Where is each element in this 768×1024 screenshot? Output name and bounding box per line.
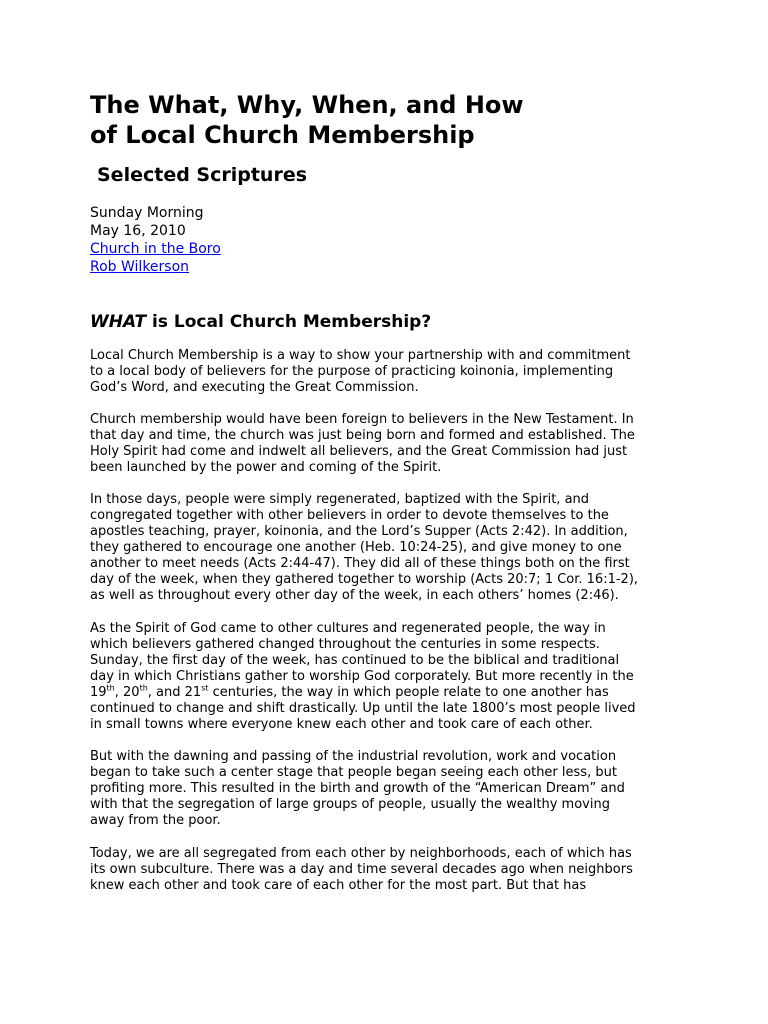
paragraph-3 [90,492,686,604]
paragraph-line: that day and time, the church was just being born and formed and established. The [90,428,635,443]
paragraph-line: Sunday, the first day of the week, has continued to be the biblical and traditional [90,653,620,668]
title-line-1: The What, Why, When, and How [90,91,524,119]
paragraph-5 [90,749,686,829]
paragraph-line: As the Spirit of God came to other cultures and regenerated people, the way in [90,621,606,636]
document-title [90,90,730,150]
paragraph-line: away from the poor. [90,813,221,828]
paragraph-line: Holy Spirit had come and indwelt all believers, and the Great Commission had just [90,444,628,459]
paragraph-line: to a local body of believers for the purpose of practicing koinonia, implementing [90,364,614,379]
paragraph-line: God’s Word, and executing the Great Commission. [90,380,419,395]
paragraph-2 [90,412,686,476]
paragraph-line: been launched by the power and coming of the Spirit. [90,460,442,475]
paragraph-line: apostles teaching, prayer, koinonia, and the Lord’s Supper (Acts 2:42). In addition, [90,524,628,539]
title-line-2: of Local Church Membership [90,121,475,149]
service-time: Sunday Morning [90,205,204,221]
paragraph-line: began to take such a center stage that people began seeing each other less, but [90,765,617,780]
paragraph-line: Church membership would have been foreign to believers in the New Testament. In [90,412,634,427]
sermon-meta [90,204,221,276]
paragraph-line: day in which Christians gather to worship God corporately. But more recently in the [90,669,634,684]
author-link[interactable]: Rob Wilkerson [90,259,190,275]
paragraph-line: Local Church Membership is a way to show your partnership with and commitment [90,348,631,363]
paragraph-line: knew each other and took care of each other for the most part. But that has [90,878,587,893]
paragraph-4 [90,621,686,733]
section-heading [90,311,431,333]
paragraph-line: In those days, people were simply regenerated, baptized with the Spirit, and [90,492,590,507]
paragraph-line: continued to change and shift drastically. Up until the late 1800’s most people lived [90,701,636,716]
paragraph-line: profiting more. This resulted in the birth and growth of the “American Dream” and [90,781,625,796]
paragraph-line: as well as throughout every other day of the week, in each others’ homes (2:46). [90,588,619,603]
paragraph-line: congregated together with other believers in order to devote themselves to the [90,508,609,523]
sermon-date: May 16, 2010 [90,223,186,239]
paragraph-line: in small towns where everyone knew each other and took care of each other. [90,717,593,732]
paragraph-line: with that the segregation of large groups of people, usually the wealthy moving [90,797,610,812]
paragraph-line: another to meet needs (Acts 2:44-47). They did all of these things both on the first [90,556,630,571]
church-link[interactable]: Church in the Boro [90,241,221,257]
section-heading-rest: is Local Church Membership? [146,312,432,332]
paragraph-6 [90,846,686,894]
centuries-line: 19th, 20th, and 21st centuries, the way in which people relate to one another has [90,683,609,700]
paragraph-line: they gathered to encourage one another (Heb. 10:24-25), and give money to one [90,540,622,555]
paragraph-line: Today, we are all segregated from each other by neighborhoods, each of which has [90,846,632,861]
document-subtitle: Selected Scriptures [97,164,308,186]
paragraph-1 [90,348,686,396]
paragraph-line: But with the dawning and passing of the industrial revolution, work and vocation [90,749,617,764]
paragraph-line: day of the week, when they gathered together to worship (Acts 20:7; 1 Cor. 16:1-2), [90,572,639,587]
section-heading-emphasis: WHAT [90,312,147,332]
paragraph-line: which believers gathered changed throughout the centuries in some respects. [90,637,600,652]
paragraph-line: its own subculture. There was a day and time several decades ago when neighbors [90,862,633,877]
